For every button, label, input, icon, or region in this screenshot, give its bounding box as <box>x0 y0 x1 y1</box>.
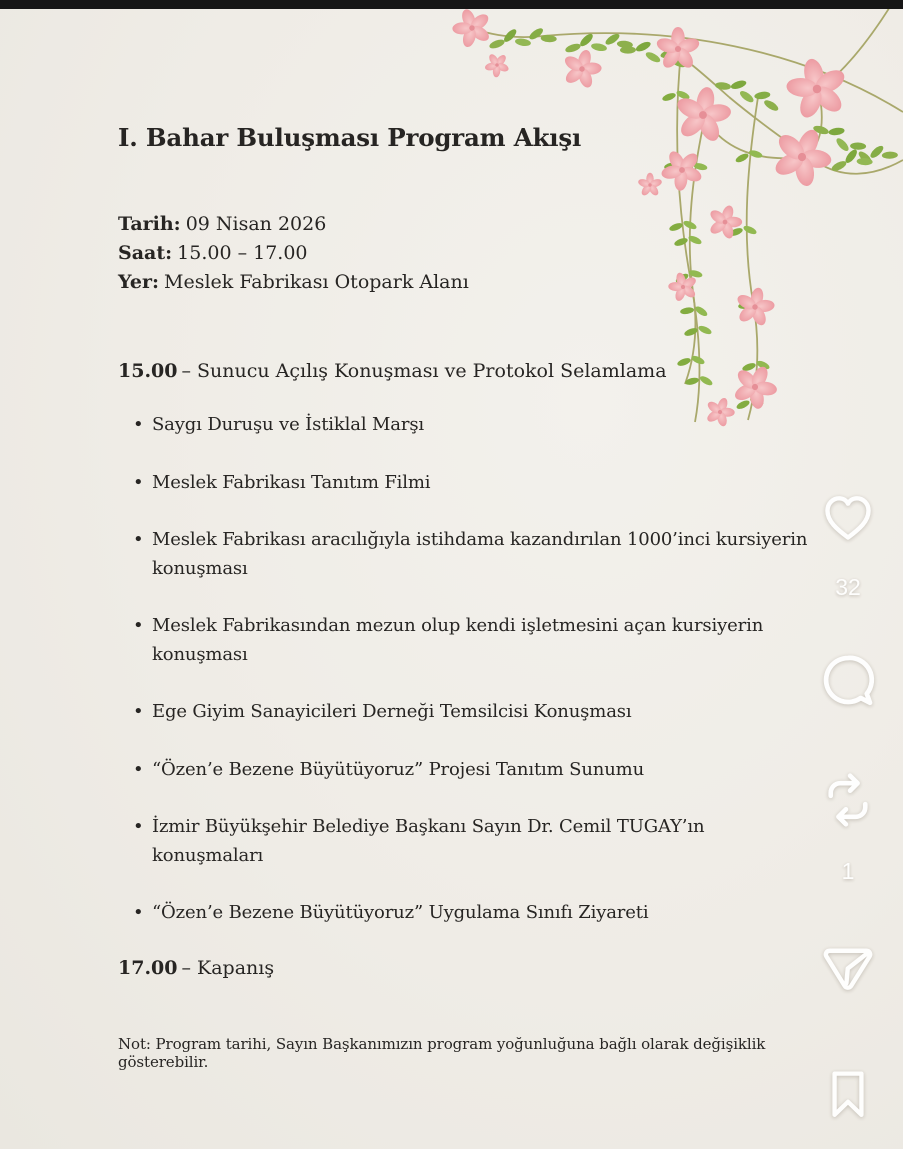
save-button[interactable] <box>822 1062 874 1130</box>
heart-icon <box>819 489 877 545</box>
meta-time-value: 15.00 – 17.00 <box>177 242 308 264</box>
meta-date-value: 09 Nisan 2026 <box>185 213 327 235</box>
like-button[interactable] <box>819 489 877 549</box>
program-document <box>118 0 818 1071</box>
meta-place-label: Yer: <box>118 271 160 293</box>
event-meta <box>118 210 818 297</box>
agenda-item: • “Özen’e Bezene Büyütüyoruz” Projesi Tanıtım Sunumu <box>118 756 812 785</box>
closing-time: 17.00 <box>118 956 178 979</box>
agenda-item: • “Özen’e Bezene Büyütüyoruz” Uygulama Sınıfı Ziyareti <box>118 899 812 928</box>
letterbox-top <box>0 0 903 9</box>
agenda-list <box>118 411 818 928</box>
meta-date <box>118 210 818 239</box>
share-button[interactable] <box>819 940 877 1000</box>
repost-count: 1 <box>841 858 855 884</box>
opening-line <box>118 360 818 382</box>
closing-line <box>118 957 818 979</box>
opening-text: – Sunucu Açılış Konuşması ve Protokol Selamlama <box>181 360 667 382</box>
opening-time: 15.00 <box>118 360 178 382</box>
footnote: Not: Program tarihi, Sayın Başkanımızın program yoğunluğuna bağlı olarak değişiklik gösterebilir. <box>118 1034 766 1071</box>
agenda-item: • Ege Giyim Sanayicileri Derneği Temsilcisi Konuşması <box>118 698 812 727</box>
comment-icon <box>818 650 878 710</box>
like-count: 32 <box>835 574 861 600</box>
meta-place-value: Meslek Fabrikası Otopark Alanı <box>164 271 469 293</box>
bookmark-icon <box>822 1062 874 1126</box>
repost-icon <box>820 772 876 828</box>
meta-date-label: Tarih: <box>118 213 181 235</box>
agenda-item: • İzmir Büyükşehir Belediye Başkanı Sayın Dr. Cemil TUGAY’ın konuşmaları <box>118 813 812 870</box>
social-action-rail <box>793 0 903 1149</box>
page-title: I. Bahar Buluşması Program Akışı <box>118 123 582 152</box>
agenda-item: • Meslek Fabrikası Tanıtım Filmi <box>118 469 812 498</box>
meta-time <box>118 239 818 268</box>
closing-text: – Kapanış <box>181 956 275 979</box>
send-icon <box>819 940 877 996</box>
repost-button[interactable] <box>820 772 876 832</box>
meta-place <box>118 268 818 297</box>
agenda-item: • Meslek Fabrikasından mezun olup kendi işletmesini açan kursiyerin konuşması <box>118 612 812 669</box>
comment-button[interactable] <box>818 650 878 714</box>
agenda-item: • Meslek Fabrikası aracılığıyla istihdama kazandırılan 1000’inci kursiyerin konuşması <box>118 526 812 583</box>
agenda-item: • Saygı Duruşu ve İstiklal Marşı <box>118 411 812 440</box>
meta-time-label: Saat: <box>118 242 173 264</box>
